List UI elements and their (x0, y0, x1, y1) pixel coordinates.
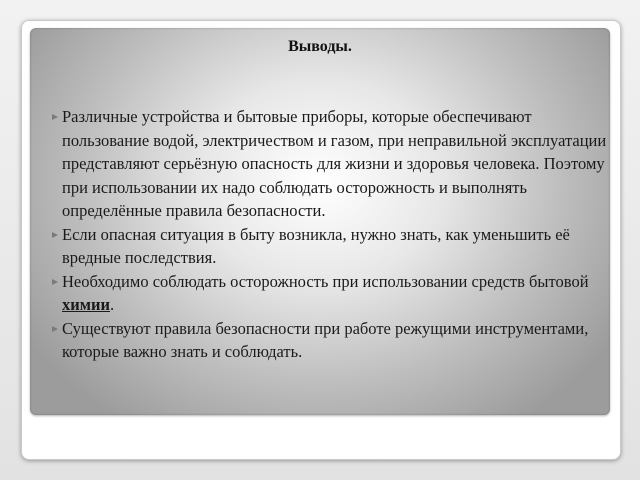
bullet-text-before: Необходимо соблюдать осторожность при использовании средств бытовой (62, 271, 589, 291)
bullet-arrow-icon (52, 326, 58, 332)
bullet-arrow-icon (52, 114, 58, 120)
bullet-text: Существуют правила безопасности при работе режущими инструментами, которые важно знать и соблюдать. (62, 318, 589, 361)
chemistry-link[interactable]: химии (62, 295, 111, 314)
bullet-text: Различные устройства и бытовые приборы, которые обеспечивают пользование водой, электричеством и газом, при неправильной эксплуатации представляют серьёзную опасность для жизни и здоровья человека. Поэтому при использовании их надо соблюдать осторожность и выполнять определённые правила безопасности. (62, 107, 607, 220)
bullet-arrow-icon (52, 279, 58, 285)
bullet-item (62, 317, 610, 364)
bullet-arrow-icon (52, 232, 58, 238)
bullet-text: Если опасная ситуация в быту возникла, нужно знать, как уменьшить её вредные последствия. (62, 224, 570, 267)
bullet-text-after: . (110, 295, 115, 314)
bullet-item (62, 270, 610, 317)
bullet-list (62, 105, 610, 364)
bullet-item (62, 223, 610, 270)
bullet-item (62, 105, 610, 223)
slide-title: Выводы. (288, 38, 352, 55)
